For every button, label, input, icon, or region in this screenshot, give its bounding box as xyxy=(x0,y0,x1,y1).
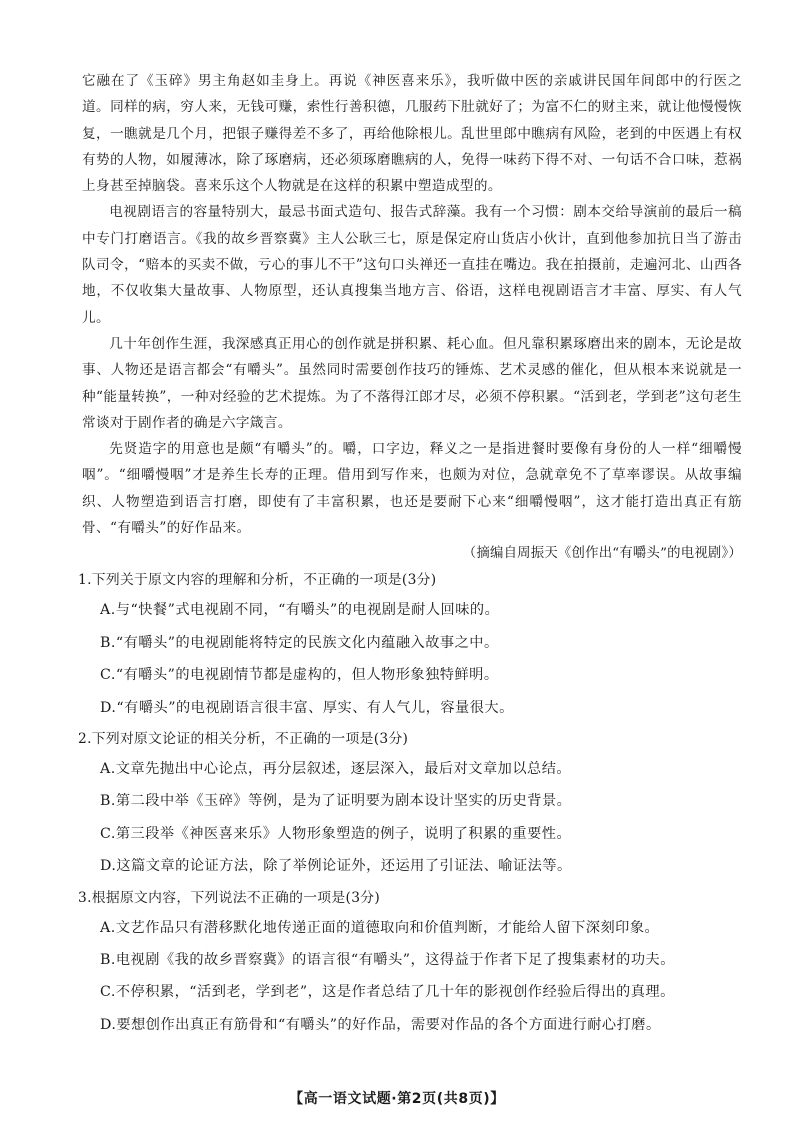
option-c: C.第三段举《神医喜来乐》人物形象塑造的例子，说明了积累的重要性。 xyxy=(100,825,572,842)
option-d: D.要想创作出真正有筋骨和“有嚼头”的好作品，需要对作品的各个方面进行耐心打磨。 xyxy=(100,1016,661,1033)
question-stem: 3.根据原文内容，下列说法不正确的一项是(3分) xyxy=(78,889,381,906)
option-a: A.与“快餐”式电视剧不同，“有嚼头”的电视剧是耐人回味的。 xyxy=(100,602,500,619)
option-c: C.“有嚼头”的电视剧情节都是虚构的，但人物形象独特鲜明。 xyxy=(100,667,499,684)
question-stem: 1.下列关于原文内容的理解和分析，不正确的一项是(3分) xyxy=(78,572,437,589)
option-a: A.文章先抛出中心论点，再分层叙述，逐层深入，最后对文章加以总结。 xyxy=(100,760,572,777)
passage-paragraph: 电视剧语言的容量特别大，最忌书面式造句、报告式辞藻。我有一个习惯：剧本交给导演前的最后一稿中专门打磨语言。《我的故乡晋察冀》主人公耿三七，原是保定府山货店小伙计，直到他参加抗日当了游击队司令，“赔本的买卖不做，亏心的事儿不干”这句口头禅还一直挂在嘴边。我在拍摄前，走遍河北、山西各地，不仅收集大量故事、人物原型，还认真搜集当地方言、俗语，这样电视剧语言才丰富、厚实、有人气儿。 xyxy=(82,204,742,326)
passage-paragraph: 几十年创作生涯，我深感真正用心的创作就是拼积累、耗心血。但凡靠积累琢磨出来的剧本，无论是故事、人物还是语言都会“有嚼头”。虽然同时需要创作技巧的锤炼、艺术灵感的催化，但从根本来说就是一种“能量转换”，一种对经验的艺术提炼。为了不落得江郎才尽，必须不停积累。“活到老，学到老”这句老生常谈对于剧作者的确是六字箴言。 xyxy=(82,335,742,431)
option-b: B.第二段中举《玉碎》等例，是为了证明要为剧本设计坚实的历史背景。 xyxy=(100,793,572,810)
question-stem: 2.下列对原文论证的相关分析，不正确的一项是(3分) xyxy=(78,730,409,747)
reading-passage xyxy=(82,68,742,567)
question-1 xyxy=(78,567,742,724)
page-footer: 【高一语文试题·第2页(共8页)】 xyxy=(289,1091,505,1107)
question-2 xyxy=(78,726,742,883)
exam-page xyxy=(78,68,742,1041)
option-d: D.这篇文章的论证方法，除了举例论证外，还运用了引证法、喻证法等。 xyxy=(100,858,572,875)
passage-source: （摘编自周振天《创作出“有嚼头”的电视剧》） xyxy=(462,546,742,562)
option-b: B.电视剧《我的故乡晋察冀》的语言很“有嚼头”，这得益于作者下足了搜集素材的功夫。 xyxy=(100,952,675,968)
question-3 xyxy=(78,885,742,1042)
option-a: A.文艺作品只有潜移默化地传递正面的道德取向和价值判断，才能给人留下深刻印象。 xyxy=(100,919,660,936)
passage-paragraph: 先贤造字的用意也是颇“有嚼头”的。嚼，口字边，释义之一是指进餐时要像有身份的人一样“细嚼慢咽”。“细嚼慢咽”才是养生长寿的正理。借用到写作来，也颇为对位，急就章免不了草率谬误。从故事编织、人物塑造到语言打磨，即使有了丰富积累，也还是要耐下心来“细嚼慢咽”，这才能打造出真正有筋骨、“有嚼头”的好作品来。 xyxy=(82,441,742,537)
option-c: C.不停积累，“活到老，学到老”，这是作者总结了几十年的影视创作经验后得出的真理。 xyxy=(100,984,675,1001)
option-b: B.“有嚼头”的电视剧能将特定的民族文化内蕴融入故事之中。 xyxy=(100,634,499,651)
passage-paragraph: 它融在了《玉碎》男主角赵如圭身上。再说《神医喜来乐》，我听做中医的亲戚讲民国年间郎中的行医之道。同样的病，穷人来，无钱可赚，索性行善积德，几服药下肚就好了；为富不仁的财主来，就让他慢慢恢复，一瞧就是几个月，把银子赚得差不多了，再给他除根儿。乱世里郎中瞧病有风险，老到的中医遇上有权有势的人物，如履薄冰，除了琢磨病，还必须琢磨瞧病的人，免得一味药下得不对、一句话不合口味，惹祸上身甚至掉脑袋。喜来乐这个人物就是在这样的积累中塑造成型的。 xyxy=(82,73,742,195)
option-d: D.“有嚼头”的电视剧语言很丰富、厚实、有人气儿，容量很大。 xyxy=(100,699,514,716)
